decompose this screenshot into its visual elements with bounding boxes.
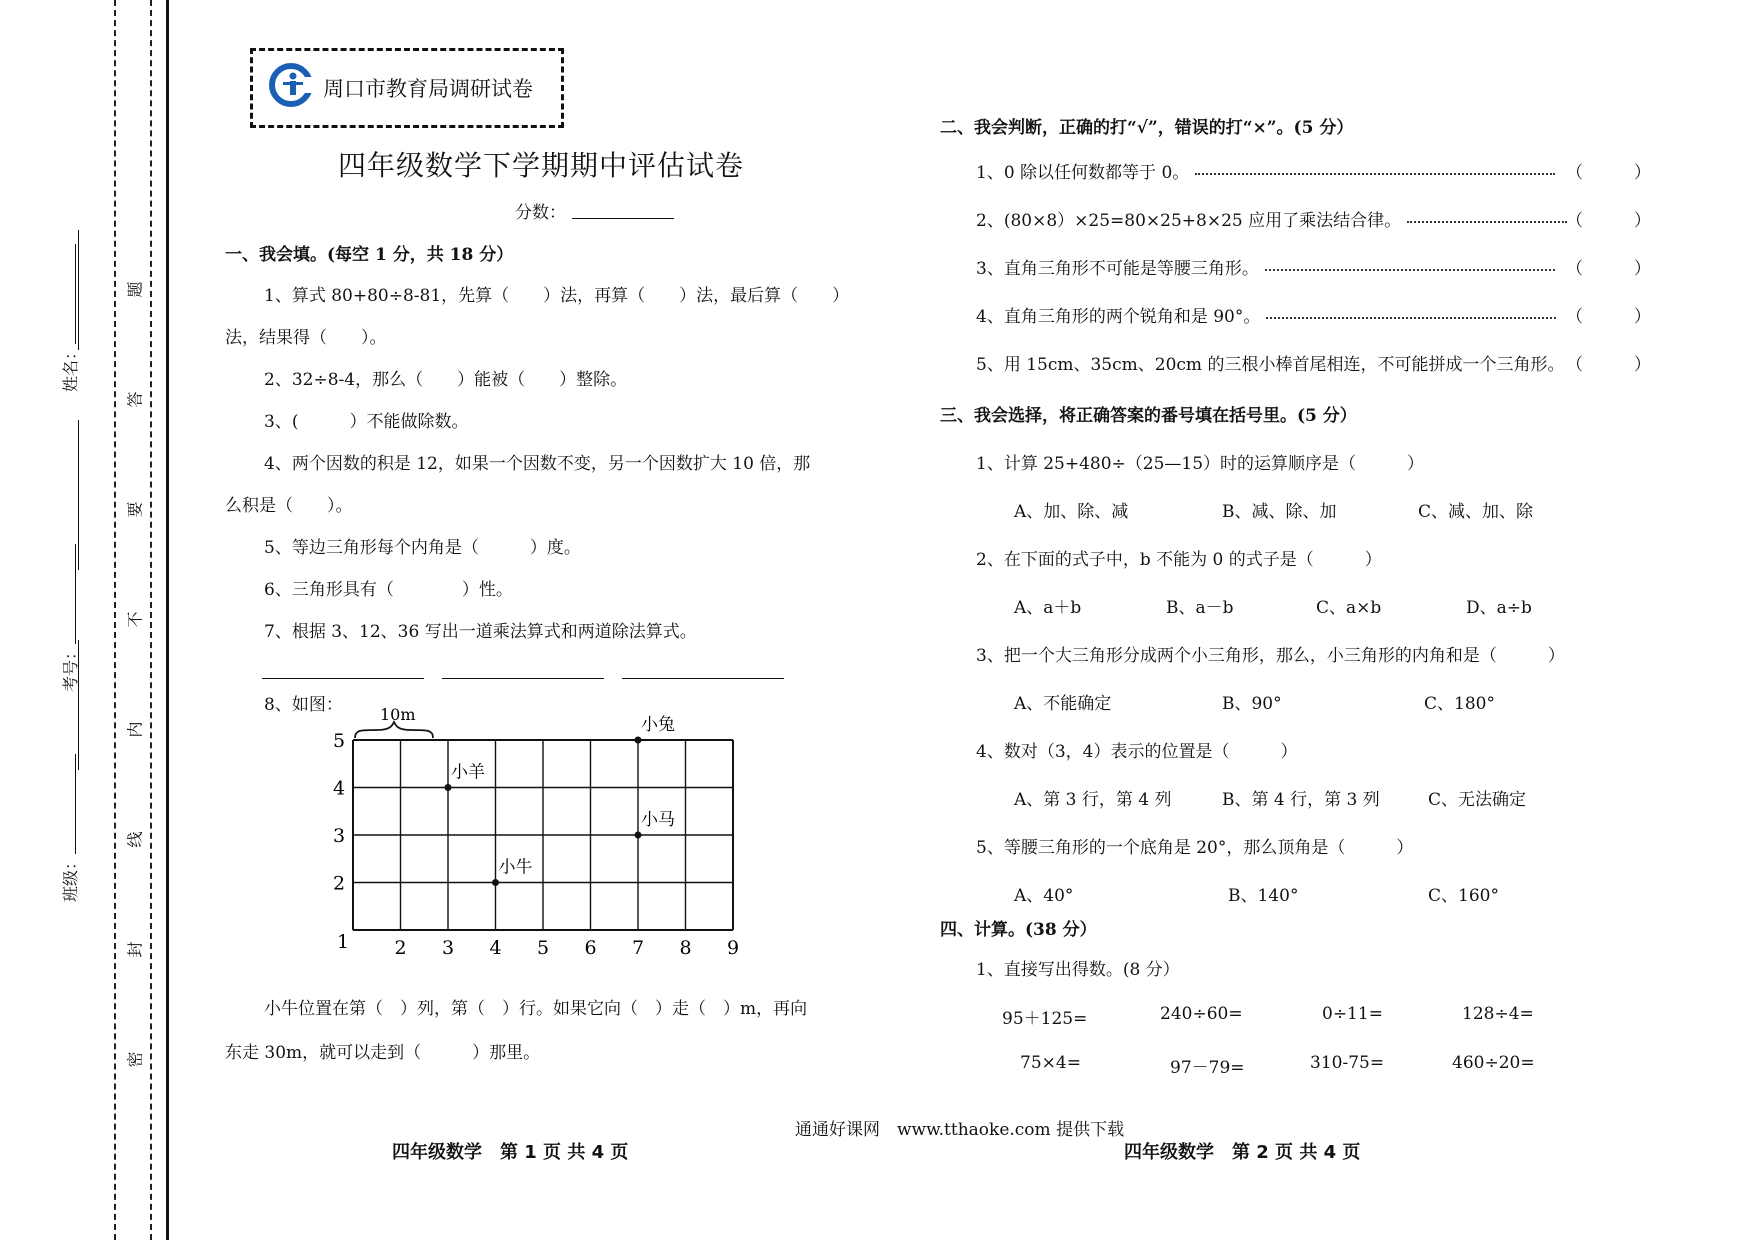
binding-class-line-ext (78, 640, 79, 770)
judge-answer-paren: （ ） (1566, 355, 1651, 375)
binding-exam-field: 考号： (58, 532, 82, 692)
grid-x-label: 9 (727, 937, 740, 959)
s1-question-8-text-b: 东走 30m，就可以走到（ ）那里。 (225, 1043, 541, 1063)
grid-y-label: 4 (333, 777, 346, 800)
s3-q2-option-d: D、a÷b (1466, 598, 1532, 618)
s1-question-4b: 么积是（ ）。 (225, 496, 353, 516)
grid-x-label: 5 (537, 937, 550, 959)
judge-answer-paren: （ ） (1566, 259, 1651, 279)
grid-x-label: 6 (584, 937, 597, 959)
scale-brace-icon (355, 722, 433, 738)
score-blank (572, 218, 674, 219)
judge-item (976, 302, 1556, 327)
header-org-box (250, 48, 564, 128)
binding-solid-line (166, 0, 169, 1240)
leader-dots (1407, 221, 1567, 223)
judge-answer-paren: （ ） (1566, 211, 1651, 231)
s3-q2-option-b: B、a－b (1166, 598, 1234, 618)
grid-point-label: 小羊 (451, 762, 485, 783)
s1-question-8-text-a: 小牛位置在第（ ）列，第（ ）行。如果它向（ ）走（ ）m，再向 (264, 999, 808, 1019)
seal-char: 内 (125, 721, 145, 738)
grid-x-label: 3 (442, 937, 455, 959)
calc-item: 0÷11= (1322, 1004, 1383, 1024)
s3-q3-option-a: A、不能确定 (1014, 694, 1112, 714)
answer-line (622, 678, 784, 679)
grid-point-label: 小牛 (498, 857, 533, 878)
grid-point-label: 小兔 (641, 715, 675, 735)
grid-x-label: 7 (632, 937, 645, 959)
seal-char: 封 (125, 941, 145, 958)
s3-question-4: 4、数对（3，4）表示的位置是（ ） (976, 742, 1298, 762)
education-logo-icon (267, 63, 321, 107)
page-title: 四年级数学下学期期中评估试卷 (338, 149, 745, 182)
s3-q5-option-a: A、40° (1014, 886, 1074, 906)
judge-item-text: 2、(80×8）×25=80×25+8×25 应用了乘法结合律。 (976, 211, 1402, 231)
calc-item: 128÷4= (1462, 1004, 1534, 1024)
grid-x-label: 4 (489, 937, 502, 959)
judge-item (976, 206, 1567, 231)
calc-item: 75×4= (1020, 1053, 1081, 1073)
grid-point-label: 小马 (641, 810, 675, 830)
coordinate-grid-figure (320, 700, 800, 970)
section2-heading: 二、我会判断，正确的打“√”，错误的打“×”。(5 分） (940, 118, 1354, 138)
s3-q4-option-c: C、无法确定 (1428, 790, 1527, 810)
seal-char: 不 (125, 611, 145, 628)
binding-name-field: 姓名： (58, 232, 82, 392)
grid-x-label: 1 (337, 931, 350, 953)
binding-dashed-line-inner (150, 0, 152, 1240)
s1-question-1a: 1、算式 80+80÷8-81，先算（ ）法，再算（ ）法，最后算（ ） (264, 286, 850, 306)
judge-item-text: 5、用 15cm、35cm、20cm 的三根小棒首尾相连，不可能拼成一个三角形。 (976, 355, 1565, 375)
binding-dashed-line-outer (114, 0, 116, 1240)
judge-answer-paren: （ ） (1566, 307, 1651, 327)
s3-q1-option-a: A、加、除、减 (1014, 502, 1129, 522)
binding-name-line-ext (78, 230, 79, 350)
judge-item-text: 3、直角三角形不可能是等腰三角形。 (976, 259, 1259, 279)
judge-item (976, 350, 1564, 375)
grid-point (492, 879, 499, 886)
s3-question-2: 2、在下面的式子中，b 不能为 0 的式子是（ ） (976, 550, 1382, 570)
score-label: 分数： (515, 203, 566, 223)
s1-question-2: 2、32÷8-4，那么（ ）能被（ ）整除。 (264, 370, 628, 390)
judge-item (976, 254, 1555, 279)
leader-dots (1266, 317, 1556, 319)
calc-item: 460÷20= (1452, 1053, 1535, 1073)
seal-char: 要 (125, 501, 145, 518)
s1-question-5: 5、等边三角形每个内角是（ ）度。 (264, 538, 581, 558)
s3-q5-option-c: C、160° (1428, 886, 1499, 906)
seal-char: 密 (125, 1051, 145, 1068)
section4-heading: 四、计算。(38 分） (940, 920, 1097, 940)
calc-item: 240÷60= (1160, 1004, 1243, 1024)
s1-question-6: 6、三角形具有（ ）性。 (264, 580, 513, 600)
s3-q2-option-c: C、a×b (1316, 598, 1382, 618)
scale-label: 10m (380, 705, 416, 724)
s3-q1-option-c: C、减、加、除 (1418, 502, 1534, 522)
calc-item: 97－79= (1170, 1058, 1245, 1078)
seal-char: 题 (125, 281, 145, 298)
s1-question-1b: 法，结果得（ ）。 (225, 328, 387, 348)
s3-q3-option-c: C、180° (1424, 694, 1495, 714)
binding-exam-line-ext (78, 420, 79, 570)
calc-item: 310-75= (1310, 1053, 1385, 1073)
footer-watermark-text: 通通好课网 www.tthaoke.com 提供下载 (795, 1120, 1125, 1140)
s1-question-4a: 4、两个因数的积是 12，如果一个因数不变，另一个因数扩大 10 倍，那 (264, 454, 811, 474)
seal-char: 答 (125, 391, 145, 408)
seal-char: 线 (125, 831, 145, 848)
grid-x-label: 2 (394, 937, 407, 959)
s3-q4-option-a: A、第 3 行，第 4 列 (1014, 790, 1172, 810)
binding-class-field: 班级： (58, 742, 82, 902)
grid-y-label: 5 (333, 730, 346, 752)
grid-x-label: 8 (679, 937, 692, 959)
footer-page-right: 四年级数学 第 2 页 共 4 页 (1124, 1142, 1361, 1163)
grid-labels (333, 730, 739, 959)
footer-page-left: 四年级数学 第 1 页 共 4 页 (392, 1142, 629, 1163)
s1-question-8: 8、如图： (264, 695, 343, 715)
grid-point (445, 784, 452, 791)
section3-heading: 三、我会选择，将正确答案的番号填在括号里。(5 分） (940, 406, 1357, 426)
s3-question-1: 1、计算 25+480÷（25—15）时的运算顺序是（ ） (976, 454, 1425, 474)
s1-question-7: 7、根据 3、12、36 写出一道乘法算式和两道除法算式。 (264, 622, 697, 642)
answer-line (442, 678, 604, 679)
judge-item-text: 1、0 除以任何数都等于 0。 (976, 163, 1190, 183)
s3-q2-option-a: A、a＋b (1014, 598, 1082, 618)
s3-question-3: 3、把一个大三角形分成两个小三角形，那么，小三角形的内角和是（ ） (976, 646, 1565, 666)
grid-lines (353, 740, 733, 930)
grid-point (635, 832, 642, 839)
s3-q1-option-b: B、减、除、加 (1222, 502, 1337, 522)
grid-point (635, 737, 642, 744)
leader-dots (1265, 269, 1555, 271)
s1-question-3: 3、( ）不能做除数。 (264, 412, 469, 432)
header-org-name: 周口市教育局调研试卷 (323, 77, 533, 101)
judge-answer-paren: （ ） (1566, 163, 1651, 183)
s3-q3-option-b: B、90° (1222, 694, 1282, 714)
judge-item-text: 4、直角三角形的两个锐角和是 90°。 (976, 307, 1261, 327)
grid-y-label: 3 (333, 825, 346, 847)
answer-line (262, 678, 424, 679)
s4-sub-1: 1、直接写出得数。(8 分） (976, 960, 1180, 980)
s3-q5-option-b: B、140° (1228, 886, 1299, 906)
section1-heading: 一、我会填。(每空 1 分，共 18 分） (225, 245, 514, 265)
s3-question-5: 5、等腰三角形的一个底角是 20°，那么顶角是（ ） (976, 838, 1414, 858)
leader-dots (1195, 173, 1555, 175)
s3-q4-option-b: B、第 4 行，第 3 列 (1222, 790, 1380, 810)
grid-y-label: 2 (333, 872, 346, 895)
judge-item (976, 158, 1555, 183)
calc-item: 95＋125= (1002, 1009, 1088, 1029)
